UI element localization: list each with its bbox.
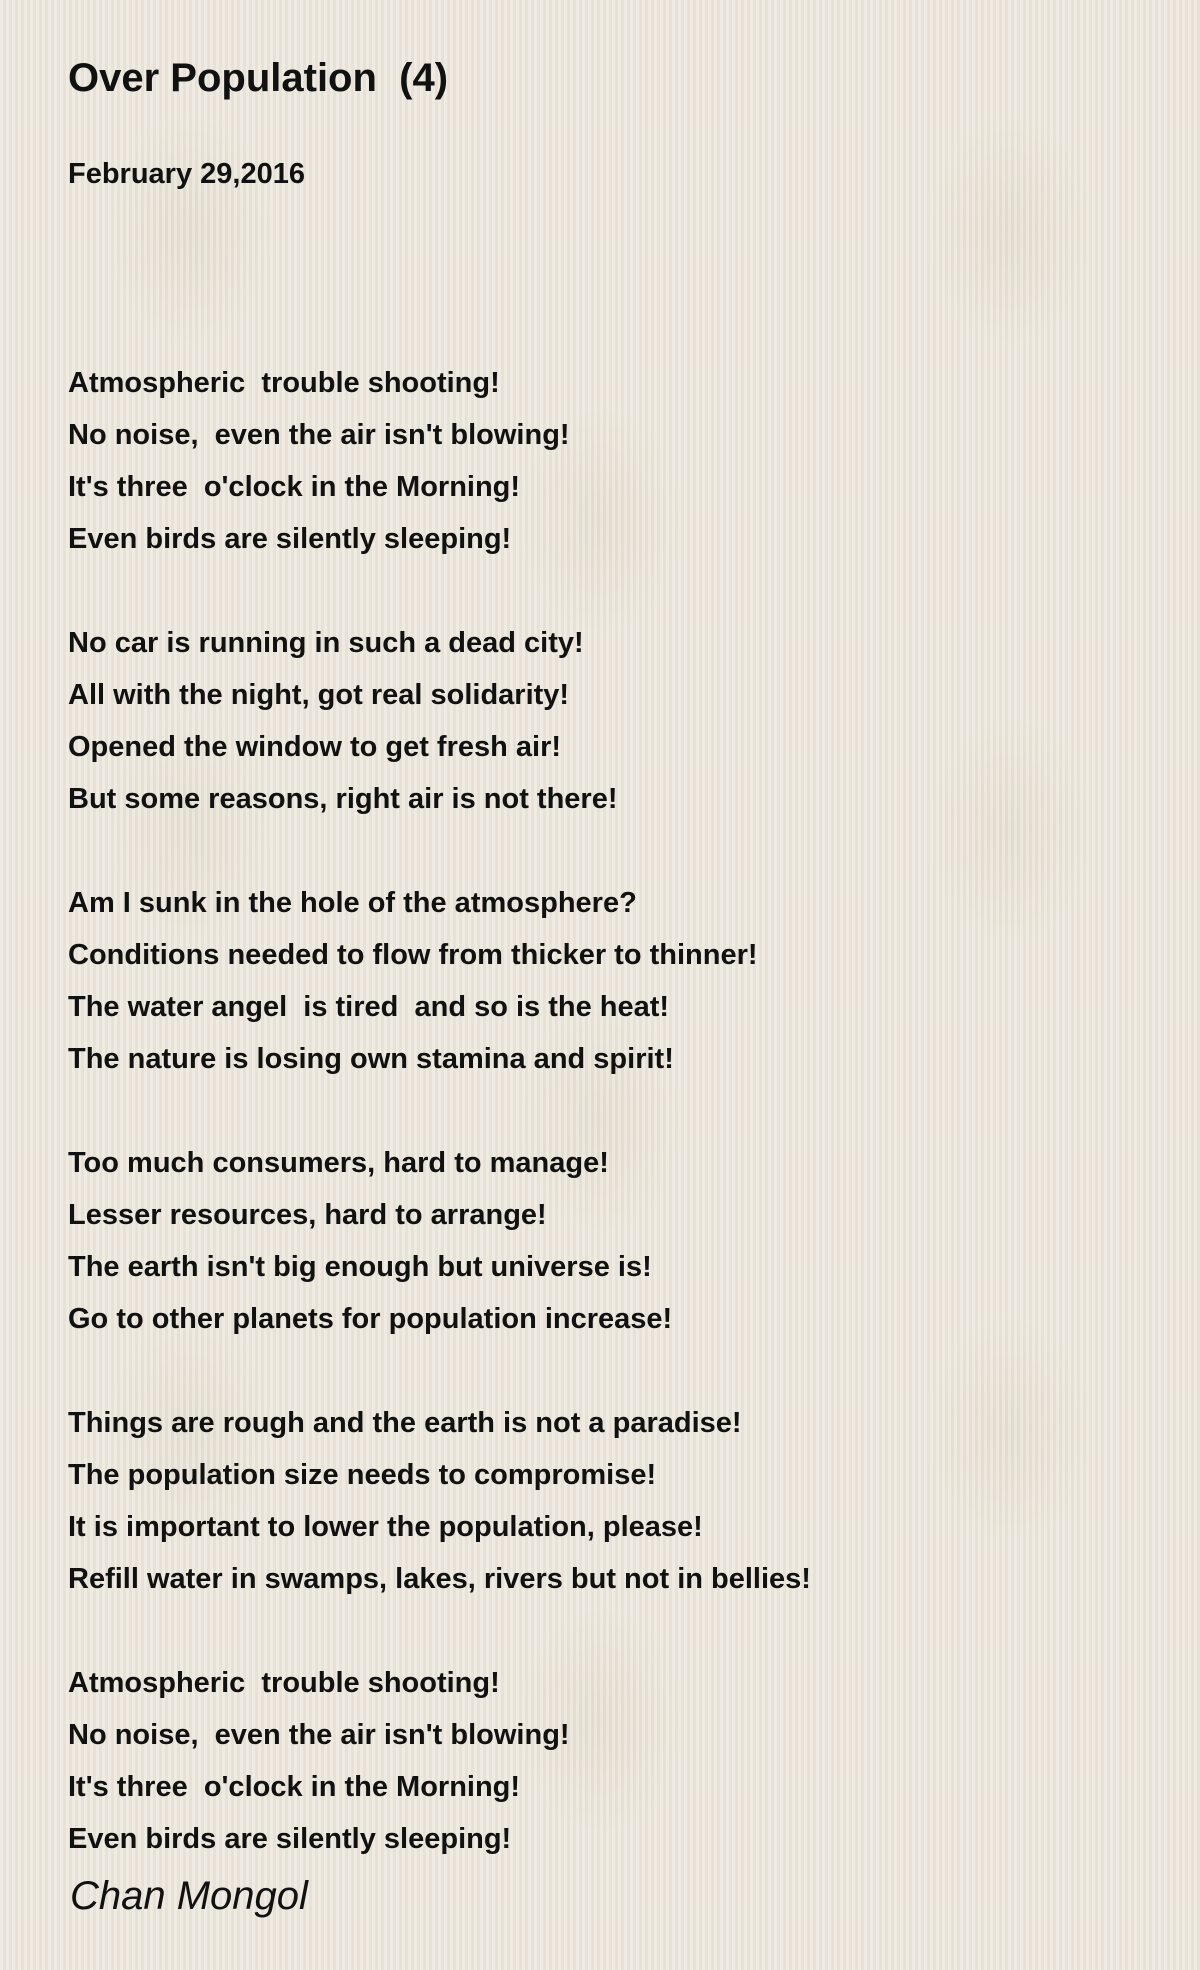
poem-line: Too much consumers, hard to manage! <box>68 1147 609 1179</box>
poem-title: Over Population (4) <box>68 56 449 100</box>
poem-line: The water angel is tired and so is the heat! <box>68 991 670 1023</box>
stanza-3 <box>68 877 811 1085</box>
poem-line: Refill water in swamps, lakes, rivers but not in bellies! <box>68 1563 811 1595</box>
stanza-6 <box>68 1657 811 1865</box>
stanza-2 <box>68 617 811 825</box>
poem-line: Even birds are silently sleeping! <box>68 523 512 555</box>
poem-line: No noise, even the air isn't blowing! <box>68 419 570 451</box>
stanza-4 <box>68 1137 811 1345</box>
poem-line: But some reasons, right air is not there! <box>68 783 618 815</box>
poem-line: Am I sunk in the hole of the atmosphere? <box>68 887 637 919</box>
poem-line: It is important to lower the population, please! <box>68 1511 703 1543</box>
poem-line: Atmospheric trouble shooting! <box>68 367 500 399</box>
poem-line: Atmospheric trouble shooting! <box>68 1667 500 1699</box>
poem-line: The population size needs to compromise! <box>68 1459 657 1491</box>
poem-line: Conditions needed to flow from thicker to thinner! <box>68 939 758 971</box>
poem-line: No noise, even the air isn't blowing! <box>68 1719 570 1751</box>
poem-line: Things are rough and the earth is not a paradise! <box>68 1407 742 1439</box>
poem-author: Chan Mongol <box>70 1874 308 1918</box>
stanza-5 <box>68 1397 811 1605</box>
poem-line: It's three o'clock in the Morning! <box>68 471 521 503</box>
poem-line: The earth isn't big enough but universe is! <box>68 1251 652 1283</box>
poem-body <box>68 357 811 1917</box>
poem-page <box>68 50 1148 1918</box>
poem-line: It's three o'clock in the Morning! <box>68 1771 521 1803</box>
poem-line: No car is running in such a dead city! <box>68 627 584 659</box>
stanza-1 <box>68 357 811 565</box>
poem-line: Opened the window to get fresh air! <box>68 731 562 763</box>
poem-line: Even birds are silently sleeping! <box>68 1823 512 1855</box>
poem-date: February 29,2016 <box>68 158 305 190</box>
poem-line: All with the night, got real solidarity! <box>68 679 570 711</box>
poem-line: The nature is losing own stamina and spirit! <box>68 1043 674 1075</box>
poem-line: Go to other planets for population increase! <box>68 1303 673 1335</box>
poem-line: Lesser resources, hard to arrange! <box>68 1199 547 1231</box>
